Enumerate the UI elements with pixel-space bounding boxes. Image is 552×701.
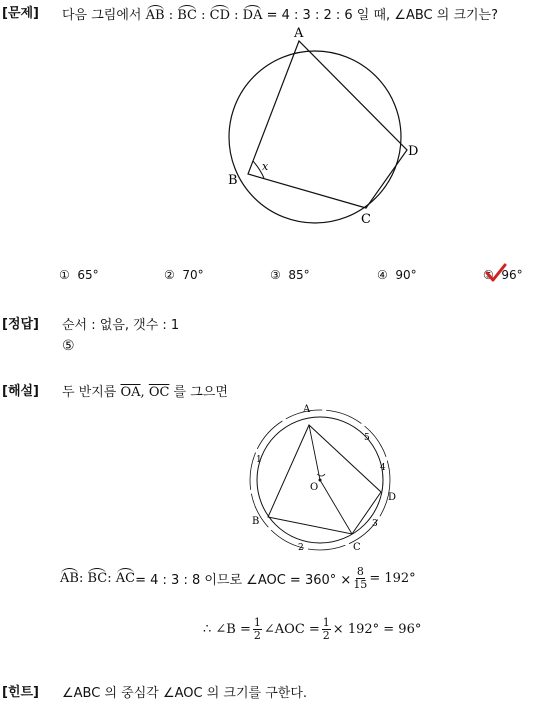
equation-1 <box>60 566 416 591</box>
check-mark-icon <box>485 263 507 283</box>
label-d: D <box>408 144 419 159</box>
circle <box>229 51 401 223</box>
eq1-sep2: : <box>107 571 112 586</box>
label-d2: D <box>388 492 397 503</box>
label-b: B <box>228 173 238 188</box>
arc-cd: CD <box>209 8 231 23</box>
choice-1-num: ① <box>59 268 70 282</box>
arc-da: DA <box>242 8 263 23</box>
answer-line2: ⑤ <box>62 338 75 354</box>
eq1-fraction <box>353 566 367 591</box>
hint-tag: [힌트] <box>2 685 39 700</box>
problem-text-b: = 4 : 3 : 2 : 6 일 때, ∠ABC 의 크기는? <box>262 8 499 23</box>
choice-3-num: ③ <box>270 268 281 282</box>
eq2-tail: × 192° = 96° <box>332 622 422 637</box>
choice-5-num: ⑤ <box>483 268 494 282</box>
eq1-sep1: : <box>78 571 84 586</box>
label-x: x <box>262 160 269 173</box>
choice-2-num: ② <box>164 268 175 282</box>
problem-sep3: : <box>230 8 243 23</box>
explanation-tag: [해설] <box>2 384 39 399</box>
eq1-text: = 4 : 3 : 8 이므로 ∠AOC = 360° × <box>135 573 352 588</box>
eq2-fraction-2 <box>322 617 331 642</box>
explanation-text-b: 를 그으면 <box>169 385 228 400</box>
eq1-den: 15 <box>353 578 368 591</box>
eq2-den1: 2 <box>253 629 261 642</box>
segment-oa: $\overline{OA}$ <box>120 385 141 400</box>
eq2-lead: ∴ ∠B = <box>203 622 251 637</box>
label-c2: C <box>353 542 361 553</box>
label-a2: A <box>303 404 311 415</box>
arc-num-2: 2 <box>298 543 304 553</box>
explanation-comma: , <box>140 385 149 400</box>
choice-4[interactable] <box>377 268 417 282</box>
segment-oc: $\overline{OC}$ <box>148 385 170 400</box>
eq1-result: = 192° <box>369 571 416 586</box>
eq1-num: 8 <box>356 565 364 578</box>
answer-tag: [정답] <box>2 317 39 332</box>
eq2-num2: 1 <box>322 616 330 629</box>
label-b2: B <box>252 516 260 527</box>
problem-text <box>62 4 498 23</box>
choice-3[interactable] <box>270 268 310 282</box>
quadrilateral <box>248 41 407 208</box>
hint-text: ∠ABC 의 중심각 ∠AOC 의 크기를 구한다. <box>62 686 308 701</box>
answer-line1: 순서 : 없음, 갯수 : 1 <box>62 318 180 333</box>
choice-3-text: 85° <box>288 268 310 282</box>
arc-ab: AB <box>145 8 165 23</box>
eq2-den2: 2 <box>322 629 330 642</box>
eq2-num1: 1 <box>253 616 261 629</box>
arc-num-5: 5 <box>364 433 370 443</box>
eq2-fraction-1 <box>253 617 262 642</box>
label-a: A <box>294 26 304 41</box>
arc-bc: BC <box>177 8 197 23</box>
radius-oc <box>320 480 352 534</box>
choice-2-text: 70° <box>182 268 204 282</box>
eq1-arc-ac: AC <box>115 571 136 586</box>
label-o: O <box>310 482 319 493</box>
choice-1-text: 65° <box>77 268 99 282</box>
arc-num-4: 4 <box>380 463 386 473</box>
choice-1[interactable] <box>59 268 99 282</box>
explanation-figure <box>244 400 404 556</box>
eq2-mid: ∠AOC = <box>263 622 320 637</box>
problem-text-a: 다음 그림에서 <box>62 8 146 23</box>
eq1-arc-ab: AB <box>60 571 79 586</box>
label-c: C <box>361 212 371 227</box>
explanation-text <box>62 381 228 400</box>
choice-4-text: 90° <box>395 268 417 282</box>
choice-2[interactable] <box>164 268 204 282</box>
center-angle-arc <box>317 474 325 476</box>
problem-tag: [문제] <box>2 6 39 21</box>
problem-sep1: : <box>164 8 178 23</box>
choice-5-text: 96° <box>501 268 523 282</box>
problem-figure <box>220 22 420 227</box>
arc-num-1: 1 <box>256 455 262 465</box>
equation-2 <box>203 617 421 642</box>
problem-sep2: : <box>196 8 210 23</box>
center-point <box>319 479 322 482</box>
explanation-text-a: 두 반지름 <box>62 385 121 400</box>
eq1-arc-bc: BC <box>87 571 108 586</box>
choice-4-num: ④ <box>377 268 388 282</box>
arc-num-3: 3 <box>372 519 378 529</box>
